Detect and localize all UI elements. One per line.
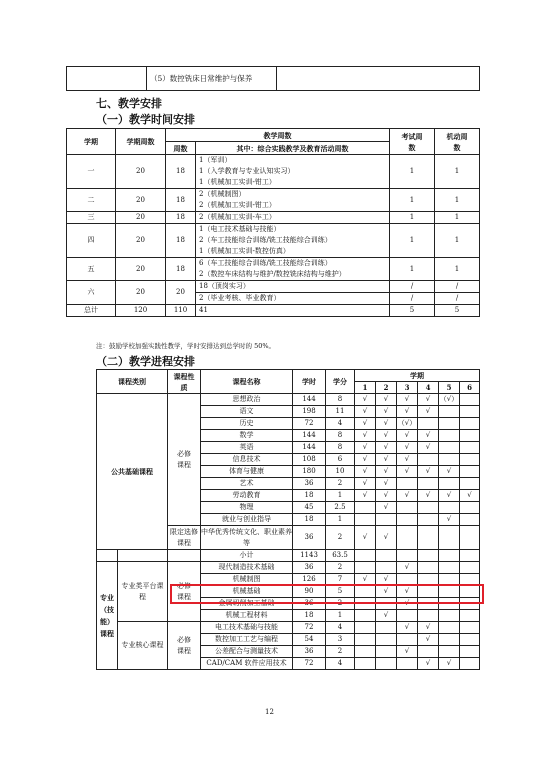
course-credits: 10 — [326, 466, 355, 478]
course-credits: 7 — [326, 574, 355, 586]
activity-line: 2（机械加工实训-车工） — [199, 213, 276, 221]
semester-mark — [439, 478, 460, 490]
cell-activities — [196, 189, 390, 212]
semester-mark — [460, 442, 480, 454]
cell-exam: / — [390, 281, 435, 293]
semester-mark — [355, 514, 376, 526]
semester-mark — [397, 526, 418, 550]
semester-mark — [439, 550, 460, 562]
cell-semester: 四 — [67, 224, 116, 258]
semester-mark — [439, 430, 460, 442]
course-hours: 144 — [293, 394, 326, 406]
course-name: 机械制图 — [201, 574, 293, 586]
course-credits: 2 — [326, 598, 355, 610]
table-row — [67, 212, 480, 224]
semester-mark: √ — [439, 490, 460, 502]
cell-flexible: 1 — [435, 224, 480, 258]
table-row — [67, 258, 480, 281]
semester-mark: √ — [397, 490, 418, 502]
cell-activities — [196, 212, 390, 224]
course-credits: 6 — [326, 454, 355, 466]
subtotal-label: 小计 — [201, 550, 293, 562]
semester-mark: √ — [397, 622, 418, 634]
course-credits: 8 — [326, 430, 355, 442]
cell-semester: 二 — [67, 189, 116, 212]
semester-mark — [418, 526, 439, 550]
activity-line: 2（机械制图） — [199, 190, 246, 198]
table-row — [67, 155, 480, 189]
top-fragment-cell: （5）数控铣床日常维护与保养 — [147, 67, 277, 91]
cell-weeks: 20 — [116, 281, 166, 305]
semester-mark — [460, 514, 480, 526]
semester-mark — [460, 526, 480, 550]
cell-flexible: / — [435, 281, 480, 293]
cell-teaching-weeks: 18 — [166, 212, 196, 224]
cell-teaching-weeks: 18 — [166, 155, 196, 189]
semester-mark — [376, 622, 397, 634]
page-number: 12 — [265, 708, 274, 716]
course-name: 历史 — [201, 418, 293, 430]
cell-flexible: 5 — [435, 305, 480, 317]
header-nature: 课程性质 — [168, 370, 201, 394]
semester-mark: √ — [418, 490, 439, 502]
semester-mark — [439, 526, 460, 550]
semester-mark — [439, 610, 460, 622]
semester-mark — [355, 634, 376, 646]
course-hours: 54 — [293, 634, 326, 646]
semester-mark — [460, 430, 480, 442]
cell-exam: 5 — [390, 305, 435, 317]
cell-semester: 三 — [67, 212, 116, 224]
semester-mark: √ — [355, 394, 376, 406]
cell-teaching-weeks: 18 — [166, 189, 196, 212]
semester-mark: √ — [418, 634, 439, 646]
cell-semester: 六 — [67, 281, 116, 305]
table-row — [97, 622, 480, 634]
header-semester: 学期 — [67, 129, 116, 155]
semester-mark — [355, 562, 376, 574]
table-row — [97, 394, 480, 406]
course-name: 就业与创业指导 — [201, 514, 293, 526]
course-name: 艺术 — [201, 478, 293, 490]
course-hours: 144 — [293, 442, 326, 454]
course-hours: 90 — [293, 586, 326, 598]
semester-mark: √ — [397, 394, 418, 406]
semester-mark: √ — [376, 430, 397, 442]
course-credits: 11 — [326, 406, 355, 418]
practice-note: 注：鼓励学校加强实践性教学，学时安排达到总学时的 50%。 — [96, 342, 276, 350]
semester-mark: √ — [418, 466, 439, 478]
cell-exam: 1 — [390, 189, 435, 212]
cell-flexible: 1 — [435, 258, 480, 281]
course-hours: 45 — [293, 502, 326, 514]
semester-mark — [460, 562, 480, 574]
subtotal-spacer — [97, 550, 118, 562]
course-name: 现代制造技术基础 — [201, 562, 293, 574]
cell-teaching-weeks: 18 — [166, 258, 196, 281]
semester-mark — [355, 658, 376, 670]
header-hours: 学时 — [293, 370, 326, 394]
header-course-name: 课程名称 — [201, 370, 293, 394]
cell-exam: / — [390, 293, 435, 305]
cell-semester: 五 — [67, 258, 116, 281]
semester-mark: √ — [418, 406, 439, 418]
semester-mark — [355, 550, 376, 562]
nature-required: 必修课程 — [168, 562, 201, 622]
semester-mark: √ — [439, 658, 460, 670]
table-row — [67, 305, 480, 317]
semester-mark — [460, 646, 480, 658]
semester-mark: √ — [355, 418, 376, 430]
course-credits: 2 — [326, 478, 355, 490]
semester-mark — [418, 610, 439, 622]
cell-semester: 一 — [67, 155, 116, 189]
semester-mark — [397, 634, 418, 646]
top-fragment-table — [66, 66, 480, 91]
course-credits: 2 — [326, 646, 355, 658]
table-row — [67, 281, 480, 293]
subsection-title-time: （一）教学时间安排 — [96, 113, 195, 126]
semester-mark: √ — [355, 574, 376, 586]
semester-mark: √ — [355, 466, 376, 478]
semester-mark — [439, 622, 460, 634]
semester-mark — [376, 550, 397, 562]
semester-mark: √ — [460, 490, 480, 502]
activity-line: 1（机械加工实训-钳工） — [199, 178, 276, 186]
semester-mark: √ — [355, 406, 376, 418]
activity-line: 2（机械加工实训-钳工） — [199, 201, 276, 209]
cell-exam: 1 — [390, 155, 435, 189]
activity-line: 2（车工技能综合训练/铣工技能综合训练） — [199, 236, 332, 244]
semester-mark — [397, 658, 418, 670]
semester-mark — [355, 502, 376, 514]
course-hours: 18 — [293, 490, 326, 502]
table-row — [97, 562, 480, 574]
activity-line: 1（机械加工实训-数控仿真） — [199, 247, 290, 255]
course-credits: 8 — [326, 442, 355, 454]
semester-mark — [418, 478, 439, 490]
course-name: 物理 — [201, 502, 293, 514]
semester-mark: √ — [355, 526, 376, 550]
semester-mark: √ — [376, 610, 397, 622]
subtotal-spacer — [118, 550, 168, 562]
semester-mark: √ — [397, 442, 418, 454]
course-name: 数控加工工艺与编程 — [201, 634, 293, 646]
header-credits: 学分 — [326, 370, 355, 394]
cell-weeks: 20 — [116, 155, 166, 189]
course-hours: 144 — [293, 430, 326, 442]
semester-mark — [460, 634, 480, 646]
semester-mark — [460, 658, 480, 670]
header-semester-number: 6 — [460, 382, 480, 394]
semester-mark — [460, 466, 480, 478]
semester-mark — [460, 610, 480, 622]
cell-weeks: 20 — [116, 224, 166, 258]
activity-line: 1（入学教育与专业认知实习） — [199, 167, 295, 175]
cell-teaching-weeks: 110 — [166, 305, 196, 317]
semester-mark — [397, 478, 418, 490]
activity-line: 18（顶岗实习） — [196, 281, 390, 293]
semester-mark: √ — [397, 454, 418, 466]
cell-weeks: 20 — [116, 212, 166, 224]
semester-mark: √ — [397, 586, 418, 598]
semester-mark — [439, 442, 460, 454]
course-hours: 36 — [293, 526, 326, 550]
course-name: CAD/CAM 软件应用技术 — [201, 658, 293, 670]
activity-line: 41 — [196, 305, 390, 317]
course-credits: 5 — [326, 586, 355, 598]
course-name: 英语 — [201, 442, 293, 454]
section-title: 七、教学安排 — [96, 97, 162, 110]
semester-mark: √ — [439, 466, 460, 478]
semester-mark: √ — [439, 514, 460, 526]
semester-mark — [376, 514, 397, 526]
semester-mark: √ — [397, 406, 418, 418]
semester-mark: √ — [376, 466, 397, 478]
course-credits: 8 — [326, 394, 355, 406]
semester-mark: √ — [397, 430, 418, 442]
cell-flexible: 1 — [435, 189, 480, 212]
semester-mark — [439, 418, 460, 430]
semester-mark: √ — [418, 622, 439, 634]
subtotal-hours: 1143 — [293, 550, 326, 562]
semester-mark: √ — [376, 454, 397, 466]
course-name: 机械工程材料 — [201, 610, 293, 622]
nature-required: 必修课程 — [168, 394, 201, 526]
group-professional: 专业（技能）课程 — [97, 562, 118, 670]
course-name: 劳动教育 — [201, 490, 293, 502]
activity-line: 1（军训） — [199, 156, 232, 164]
semester-mark — [355, 610, 376, 622]
course-name: 数学 — [201, 430, 293, 442]
semester-mark: √ — [355, 454, 376, 466]
highlight-box — [170, 584, 484, 604]
semester-mark — [397, 610, 418, 622]
nature-required: 必修课程 — [168, 622, 201, 670]
semester-mark — [439, 454, 460, 466]
course-name: 中华优秀传统文化、职业素养等 — [201, 526, 293, 550]
header-activities: 其中：综合实践教学及教育活动周数 — [196, 142, 390, 155]
semester-mark: √ — [418, 658, 439, 670]
header-semester-number: 2 — [376, 382, 397, 394]
cell-activities — [196, 224, 390, 258]
semester-mark — [376, 646, 397, 658]
semester-mark — [460, 418, 480, 430]
cell-exam: 1 — [390, 212, 435, 224]
cell-flexible: 1 — [435, 212, 480, 224]
header-semester: 学期 — [355, 370, 480, 382]
semester-mark — [397, 502, 418, 514]
course-name: 电工技术基础与技能 — [201, 622, 293, 634]
course-name: 思想政治 — [201, 394, 293, 406]
subtotal-spacer — [168, 550, 201, 562]
course-credits: 2 — [326, 562, 355, 574]
course-hours: 36 — [293, 646, 326, 658]
header-semester-number: 1 — [355, 382, 376, 394]
course-hours: 198 — [293, 406, 326, 418]
table-row — [97, 550, 480, 562]
semester-mark — [460, 502, 480, 514]
cell-weeks: 20 — [116, 189, 166, 212]
semester-mark: √ — [397, 562, 418, 574]
course-credits: 1 — [326, 610, 355, 622]
header-week-count: 周数 — [166, 142, 196, 155]
semester-mark — [355, 622, 376, 634]
semester-mark: √ — [418, 430, 439, 442]
course-hours: 36 — [293, 478, 326, 490]
semester-mark — [460, 406, 480, 418]
header-exam-weeks: 考试周数 — [390, 129, 435, 155]
semester-mark: √ — [376, 418, 397, 430]
semester-mark: √ — [376, 526, 397, 550]
semester-mark — [418, 502, 439, 514]
semester-mark — [460, 622, 480, 634]
activity-line: 2（数控车床结构与维护/数控铣床结构与维护） — [199, 270, 346, 278]
course-hours: 180 — [293, 466, 326, 478]
semester-mark: √ — [376, 478, 397, 490]
table-row — [97, 370, 480, 382]
semester-mark — [397, 550, 418, 562]
header-flexible-weeks: 机动周数 — [435, 129, 480, 155]
semester-mark — [460, 454, 480, 466]
semester-mark — [460, 394, 480, 406]
semester-mark: √ — [355, 442, 376, 454]
semester-mark: √ — [418, 442, 439, 454]
cell-activities — [196, 155, 390, 189]
semester-mark — [460, 478, 480, 490]
course-name: 金属切削加工基础 — [201, 598, 293, 610]
nature-limited-elective: 限定选修课程 — [168, 526, 201, 550]
activity-line: 1（电工技术基础与技能） — [199, 225, 281, 233]
semester-mark — [376, 562, 397, 574]
course-name: 体育与健康 — [201, 466, 293, 478]
course-credits: 4 — [326, 622, 355, 634]
cell-teaching-weeks: 18 — [166, 224, 196, 258]
course-credits: 2.5 — [326, 502, 355, 514]
semester-mark — [418, 646, 439, 658]
semester-mark — [418, 418, 439, 430]
course-hours: 72 — [293, 622, 326, 634]
activity-line: 2（毕业考核、毕业教育） — [196, 293, 390, 305]
course-hours: 126 — [293, 574, 326, 586]
semester-mark: √ — [397, 598, 418, 610]
group-core: 专业核心课程 — [118, 622, 168, 670]
course-hours: 72 — [293, 418, 326, 430]
header-semester-number: 4 — [418, 382, 439, 394]
course-credits: 2 — [326, 526, 355, 550]
cell-exam: 1 — [390, 258, 435, 281]
semester-mark: （√） — [397, 418, 418, 430]
semester-mark: （√） — [439, 394, 460, 406]
semester-mark: √ — [355, 490, 376, 502]
header-semester-number: 5 — [439, 382, 460, 394]
semester-mark: √ — [376, 406, 397, 418]
course-hours: 36 — [293, 598, 326, 610]
course-name: 信息技术 — [201, 454, 293, 466]
semester-mark: √ — [376, 394, 397, 406]
semester-mark: √ — [397, 466, 418, 478]
semester-mark: √ — [376, 574, 397, 586]
course-credits: 1 — [326, 490, 355, 502]
semester-mark: √ — [355, 478, 376, 490]
semester-mark — [376, 634, 397, 646]
group-platform: 专业类平台课程 — [118, 562, 168, 622]
semester-mark: √ — [418, 394, 439, 406]
course-hours: 36 — [293, 562, 326, 574]
header-category: 课程类别 — [97, 370, 168, 394]
semester-mark — [355, 646, 376, 658]
cell-weeks: 20 — [116, 258, 166, 281]
semester-mark — [439, 634, 460, 646]
header-semester-weeks: 学期周数 — [116, 129, 166, 155]
semester-mark — [397, 514, 418, 526]
semester-mark — [418, 514, 439, 526]
semester-mark — [418, 562, 439, 574]
course-credits: 3 — [326, 634, 355, 646]
course-hours: 72 — [293, 658, 326, 670]
semester-mark — [439, 562, 460, 574]
subtotal-credits: 63.5 — [326, 550, 355, 562]
semester-mark: √ — [397, 646, 418, 658]
course-hours: 18 — [293, 514, 326, 526]
cell-semester: 总计 — [67, 305, 116, 317]
cell-flexible: / — [435, 293, 480, 305]
semester-mark: √ — [376, 490, 397, 502]
semester-mark — [376, 658, 397, 670]
header-teaching-weeks: 教学周数 — [166, 129, 390, 142]
cell-teaching-weeks: 20 — [166, 281, 196, 305]
cell-flexible: 1 — [435, 155, 480, 189]
semester-mark: √ — [376, 442, 397, 454]
course-credits: 4 — [326, 658, 355, 670]
teaching-time-table — [66, 128, 480, 317]
course-hours: 108 — [293, 454, 326, 466]
activity-line: 6（车工技能综合训练/铣工技能综合训练） — [199, 259, 332, 267]
semester-mark — [439, 646, 460, 658]
semester-mark — [439, 502, 460, 514]
semester-mark: √ — [376, 502, 397, 514]
table-row — [67, 189, 480, 212]
header-semester-number: 3 — [397, 382, 418, 394]
semester-mark — [418, 550, 439, 562]
cell-activities — [196, 258, 390, 281]
course-name: 公差配合与测量技术 — [201, 646, 293, 658]
course-progress-table — [96, 369, 480, 670]
course-name: 语文 — [201, 406, 293, 418]
semester-mark: √ — [376, 586, 397, 598]
semester-mark — [418, 454, 439, 466]
subsection-title-progress: （二）教学进程安排 — [96, 355, 195, 368]
table-row — [67, 224, 480, 258]
cell-exam: 1 — [390, 224, 435, 258]
course-credits: 4 — [326, 418, 355, 430]
cell-weeks: 120 — [116, 305, 166, 317]
group-public-basic: 公共基础课程 — [97, 394, 168, 550]
course-name: 机械基础 — [201, 586, 293, 598]
semester-mark — [439, 406, 460, 418]
course-credits: 1 — [326, 514, 355, 526]
semester-mark — [460, 550, 480, 562]
course-hours: 18 — [293, 610, 326, 622]
semester-mark: √ — [355, 430, 376, 442]
